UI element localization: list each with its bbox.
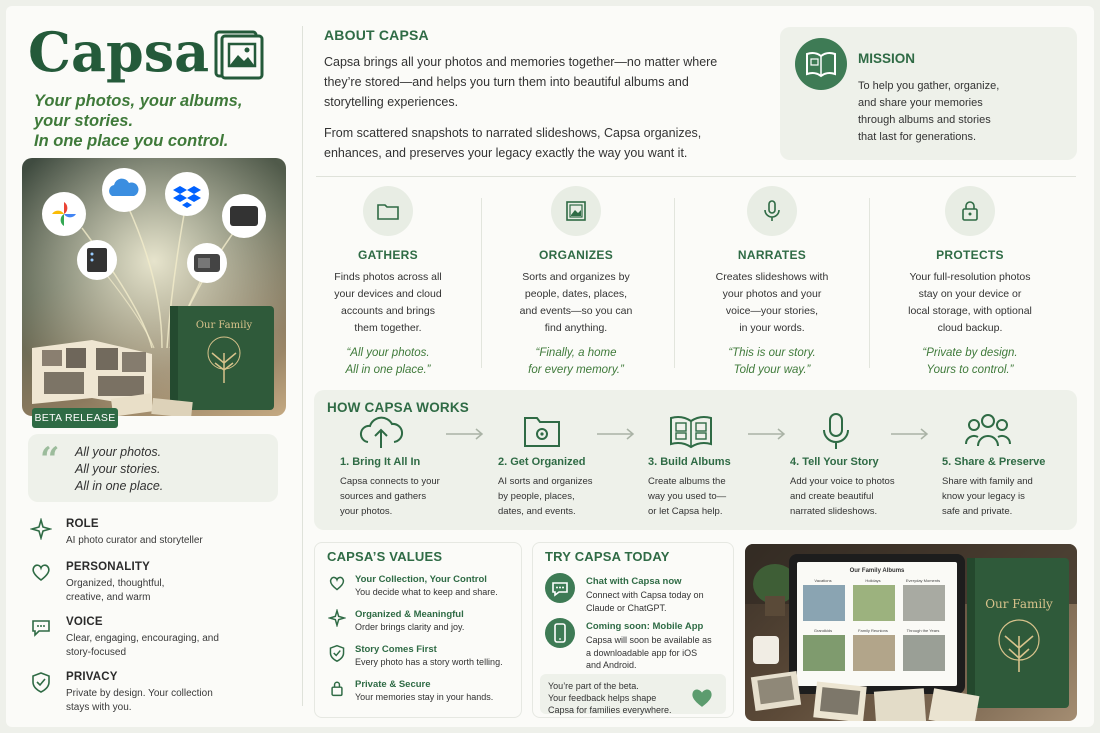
hero-book-title: Our Family (195, 320, 253, 331)
microphone-icon (816, 412, 856, 450)
feature-protects (875, 186, 1065, 379)
beta-note-line: You’re part of the beta. (548, 681, 639, 691)
album-label: Family Reunions (858, 628, 888, 633)
arrow-right-icon (748, 424, 788, 444)
feature-line: your photos and your (722, 288, 822, 300)
feature-line: people, dates, places, (524, 288, 628, 300)
step-title: 4. Tell Your Story (790, 456, 879, 468)
step-share-preserve (942, 412, 1092, 519)
mission-line: and share your memories (858, 97, 983, 109)
step-line: know your legacy is (942, 491, 1025, 502)
phone-icon (545, 618, 575, 648)
step-line: and create beautiful (790, 491, 874, 502)
heart-icon (689, 686, 715, 708)
nas-device-icon (77, 240, 117, 280)
step-desc (648, 474, 798, 519)
feature-divider (674, 198, 675, 368)
attribute-title: PERSONALITY (66, 561, 150, 573)
cloud-upload-icon (358, 412, 404, 450)
shield-check-icon (328, 644, 346, 662)
feature-title: NARRATES (737, 248, 807, 262)
sparkle-icon (30, 518, 52, 540)
chat-icon[interactable] (545, 573, 575, 603)
feature-quote-line: “Private by design. (922, 347, 1018, 359)
step-title: 1. Bring It All In (340, 456, 421, 468)
hero-scene (22, 158, 286, 416)
step-title: 3. Build Albums (648, 456, 731, 468)
beta-note-line: Your feedback helps shape (548, 693, 657, 703)
step-line: sources and gathers (340, 491, 427, 502)
step-line: Capsa connects to your (340, 476, 440, 487)
try-line: Capsa will soon be available as (586, 635, 712, 645)
feature-line: your devices and cloud (334, 288, 442, 300)
attribute-desc: Private by design. Your collection stays with you. (66, 688, 213, 713)
about-line: Capsa brings all your photos and memories together—no matter where (324, 55, 718, 69)
feature-title: GATHERS (358, 248, 418, 262)
mission-book-icon (795, 38, 847, 90)
open-book-icon (668, 412, 714, 450)
feature-line: accounts and brings (341, 305, 435, 317)
step-line: narrated slideshows. (790, 506, 878, 517)
try-line: Claude or ChatGPT. (586, 602, 667, 613)
beta-note-text (548, 680, 672, 716)
arrow-right-icon (597, 424, 637, 444)
feature-quote (481, 345, 671, 379)
tagline (34, 91, 274, 151)
try-title[interactable]: Chat with Capsa now (586, 576, 682, 587)
photo-album-icon (214, 30, 264, 80)
feature-quote (293, 345, 483, 379)
try-heading: TRY CAPSA TODAY (545, 549, 670, 564)
feature-line: Finds photos across all (334, 271, 442, 283)
feature-quote-line: “All your photos. (346, 347, 430, 359)
value-title: Story Comes First (355, 644, 437, 655)
feature-quote-line: “Finally, a home (535, 347, 617, 359)
feature-quote-line: “This is our story. (728, 347, 816, 359)
quote-line: All your stories. (75, 462, 161, 476)
value-desc: Your memories stay in your hands. (355, 692, 494, 702)
about-line: storytelling experiences. (324, 95, 459, 109)
camera-device-icon (187, 243, 227, 283)
feature-line: and events—so you can (519, 305, 633, 317)
section-divider (316, 176, 1076, 177)
beta-release-badge: BETA RELEASE (32, 408, 118, 428)
arrow-right-icon (446, 424, 486, 444)
mission-line: To help you gather, organize, (858, 80, 1000, 92)
step-title: 5. Share & Preserve (942, 456, 1046, 468)
feature-line: find anything. (544, 322, 608, 334)
step-desc (498, 474, 648, 519)
microphone-icon (760, 199, 784, 223)
step-line: by people, places, (498, 491, 575, 502)
feature-line: cloud backup. (937, 322, 1003, 334)
sparkle-icon (328, 609, 346, 627)
coffee-mug (753, 636, 779, 664)
step-line: AI sorts and organizes (498, 476, 593, 487)
mission-line: that last for generations. (858, 131, 977, 143)
tagline-line: Your photos, your albums, (34, 92, 243, 110)
step-line: way you used to— (648, 491, 727, 502)
album-label: Vacations (814, 578, 832, 583)
tagline-line: your stories. (34, 112, 134, 130)
value-desc: You decide what to keep and share. (355, 587, 498, 597)
feature-quote (677, 345, 867, 379)
value-title: Organized & Meaningful (355, 609, 464, 620)
feature-line: voice—your stories, (725, 305, 819, 317)
try-desc (586, 589, 704, 614)
feature-quote-line: Yours to control.” (926, 364, 1014, 376)
step-title: 2. Get Organized (498, 456, 586, 468)
step-line: Add your voice to photos (790, 476, 895, 487)
google-photos-icon (42, 192, 86, 236)
about-line: they’re stored—and helps you turn them into beautiful albums and (324, 75, 689, 89)
album-label: Through the Years (906, 628, 940, 633)
feature-line: Creates slideshows with (715, 271, 829, 283)
step-line: Share with family and (942, 476, 1033, 487)
heart-icon (328, 574, 346, 592)
feature-line: in your words. (739, 322, 805, 334)
feature-desc (875, 269, 1065, 337)
value-desc: Every photo has a story worth telling. (355, 657, 503, 667)
attribute-desc: AI photo curator and storyteller (66, 535, 203, 546)
step-line: your photos. (340, 506, 393, 517)
brand-name: Capsa (28, 20, 210, 84)
lock-icon (328, 679, 346, 697)
step-desc (790, 474, 940, 519)
feature-title: ORGANIZES (538, 248, 614, 262)
try-desc (586, 634, 712, 672)
screen-title: Our Family Albums (849, 568, 905, 574)
step-desc (340, 474, 490, 519)
value-title: Your Collection, Your Control (355, 574, 487, 585)
feature-desc (677, 269, 867, 337)
try-line: and Android. (586, 660, 637, 670)
beta-note-line: Capsa for families everywhere. (548, 705, 672, 715)
about-heading: ABOUT CAPSA (324, 27, 429, 43)
album-label: Everyday Moments (905, 578, 941, 583)
attribute-title: ROLE (66, 518, 99, 530)
quote-mark-icon: “ (40, 440, 60, 480)
attribute-desc: Organized, thoughtful, creative, and warm (66, 578, 165, 603)
arrow-right-icon (891, 424, 931, 444)
step-desc (942, 474, 1092, 519)
heart-icon (30, 561, 52, 583)
album-label: Holidays (865, 578, 881, 583)
feature-quote-line: All in one place.” (345, 364, 431, 376)
feature-line: stay on your device or (918, 288, 1022, 300)
quote-text (75, 444, 163, 495)
step-line: Create albums the (648, 476, 726, 487)
icloud-icon (102, 168, 146, 212)
value-desc: Order brings clarity and joy. (355, 622, 465, 632)
step-line: safe and private. (942, 506, 1013, 517)
lock-icon (958, 199, 982, 223)
quote-line: All in one place. (75, 479, 164, 493)
quote-line: All your photos. (75, 445, 162, 459)
hero-illustration (22, 158, 286, 416)
folder-gear-icon (522, 412, 562, 450)
mission-text (858, 78, 999, 146)
external-drive-icon (222, 194, 266, 238)
about-line: enhances, and preserves your legacy exactly the way you want it. (324, 146, 688, 160)
feature-desc (293, 269, 483, 337)
tagline-line: In one place you control. (34, 132, 229, 150)
step-line: or let Capsa help. (648, 506, 723, 517)
family-icon (964, 412, 1012, 450)
about-text (324, 52, 764, 163)
try-line: Connect with Capsa today on (586, 590, 704, 600)
folder-icon (376, 199, 400, 223)
feature-organizes (481, 186, 671, 379)
showcase-photo (745, 544, 1077, 721)
dropbox-icon (165, 172, 209, 216)
image-frame-icon (564, 199, 588, 223)
feature-line: local storage, with optional (908, 305, 1032, 317)
feature-divider (869, 198, 870, 368)
try-line: a downloadable app for iOS (586, 647, 698, 658)
try-title: Coming soon: Mobile App (586, 621, 704, 632)
values-heading: CAPSA’S VALUES (327, 549, 443, 564)
chat-bubble-icon (30, 616, 52, 638)
about-line: From scattered snapshots to narrated slideshows, Capsa organizes, (324, 126, 702, 140)
mission-heading: MISSION (858, 51, 916, 66)
value-title: Private & Secure (355, 679, 431, 690)
attribute-title: VOICE (66, 616, 103, 628)
how-heading: HOW CAPSA WORKS (327, 400, 469, 415)
feature-gathers (293, 186, 483, 379)
feature-desc (481, 269, 671, 337)
feature-narrates (677, 186, 867, 379)
album-label: Grandkids (813, 628, 833, 633)
feature-quote-line: for every memory.” (528, 364, 624, 376)
mission-line: through albums and stories (858, 114, 991, 126)
step-line: dates, and events. (498, 506, 576, 517)
attribute-desc: Clear, engaging, encouraging, and story-focused (66, 633, 219, 658)
feature-line: Your full-resolution photos (909, 271, 1031, 283)
shield-check-icon (30, 671, 52, 693)
feature-line: Sorts and organizes by (522, 271, 630, 283)
feature-line: them together. (354, 322, 422, 334)
feature-title: PROTECTS (936, 248, 1004, 262)
attribute-title: PRIVACY (66, 671, 118, 683)
showcase-scene (745, 544, 1077, 721)
feature-quote (875, 345, 1065, 379)
feature-quote-line: Told your way.” (733, 364, 811, 376)
showcase-book-title: Our Family (985, 597, 1053, 611)
